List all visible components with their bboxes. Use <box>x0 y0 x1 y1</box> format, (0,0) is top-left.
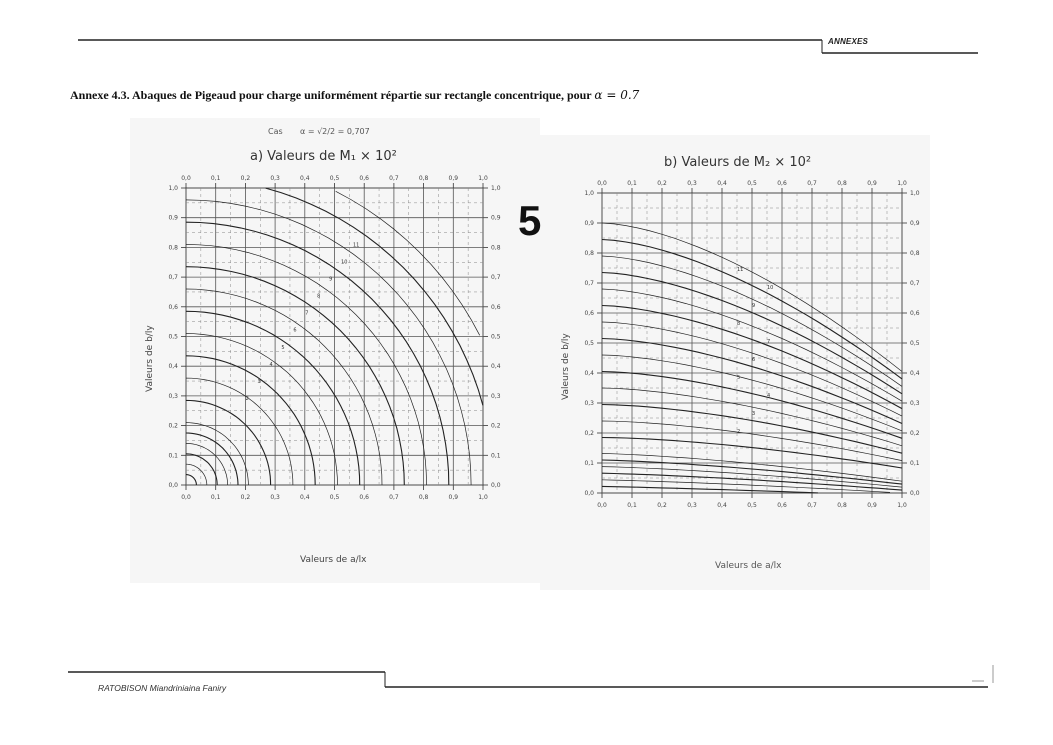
tick-label: 0,0 <box>910 490 920 497</box>
tick-label: 0,3 <box>687 502 697 509</box>
tick-label: 0,7 <box>807 502 817 509</box>
tick-label: 0,4 <box>910 370 920 377</box>
tick-label: 0,6 <box>359 175 369 182</box>
tick-label: 0,6 <box>777 502 787 509</box>
tick-label: 0,1 <box>584 460 594 467</box>
tick-label: 1,0 <box>478 494 488 501</box>
curve-label: 8 <box>737 321 741 327</box>
chart-b-ylabel: Valeurs de b/ly <box>561 333 571 400</box>
tick-label: 0,3 <box>270 494 280 501</box>
tick-label: 0,8 <box>418 175 429 182</box>
tick-label: 1,0 <box>168 185 178 192</box>
tick-label: 0,0 <box>491 482 501 489</box>
tick-label: 0,2 <box>584 430 594 437</box>
tick-label: 0,7 <box>910 280 920 287</box>
tick-label: 0,8 <box>491 244 501 252</box>
tick-label: 0,0 <box>584 490 594 497</box>
tick-label: 0,2 <box>491 422 501 430</box>
tick-label: 0,6 <box>584 310 594 317</box>
tick-label: 0,2 <box>657 180 667 187</box>
tick-label: 0,2 <box>240 175 251 182</box>
tick-label: 0,7 <box>491 274 501 282</box>
chart-a-title: a) Valeurs de M₁ × 10² <box>250 149 397 164</box>
curve-label: 6 <box>293 327 297 334</box>
tick-label: 0,6 <box>168 303 178 311</box>
curve-label: 9 <box>329 276 333 283</box>
curve-label: 11 <box>737 267 744 273</box>
tick-label: 0,2 <box>657 502 667 509</box>
curve-label: 7 <box>767 339 771 345</box>
tick-label: 0,5 <box>747 502 757 509</box>
tick-label: 1,0 <box>897 180 907 187</box>
tick-label: 0,8 <box>418 494 429 501</box>
tick-label: 0,1 <box>627 180 637 187</box>
tick-label: 1,0 <box>910 190 920 197</box>
tick-label: 0,4 <box>168 363 178 371</box>
scan-background-right <box>540 135 930 590</box>
curve-label: 5 <box>281 344 285 351</box>
tick-label: 0,3 <box>687 180 697 187</box>
tick-label: 1,0 <box>478 175 488 182</box>
tick-label: 0,7 <box>584 280 594 287</box>
curve-label: 2 <box>737 429 741 435</box>
caption-math: α = 0.7 <box>594 88 640 102</box>
tick-label: 0,4 <box>584 370 594 377</box>
curve-label: 3 <box>752 411 756 417</box>
tick-label: 0,5 <box>910 340 920 347</box>
tick-label: 0,5 <box>329 494 340 501</box>
curve-label: 4 <box>269 361 273 368</box>
curve-label: 7 <box>305 310 309 317</box>
tick-label: 0,3 <box>910 400 920 407</box>
curve-label: 9 <box>752 303 756 309</box>
tick-label: 1,0 <box>897 502 907 509</box>
tick-label: 0,4 <box>300 494 310 501</box>
tick-label: 0,9 <box>491 214 501 222</box>
tick-label: 0,1 <box>910 460 920 467</box>
curve-label: 5 <box>737 375 741 381</box>
tick-label: 0,7 <box>807 180 817 187</box>
tick-label: 0,5 <box>491 333 501 341</box>
tick-label: 1,0 <box>584 190 594 197</box>
tick-label: 0,1 <box>168 452 178 460</box>
curve-label: 11 <box>352 242 360 249</box>
abacus-number: 5 <box>518 197 542 244</box>
curve-label: 8 <box>317 293 321 300</box>
tick-label: 0,6 <box>359 494 369 501</box>
tick-label: 0,8 <box>584 250 594 257</box>
tick-label: 0,2 <box>910 430 920 437</box>
tick-label: 0,4 <box>491 363 501 371</box>
running-head: ANNEXES <box>828 37 869 46</box>
tick-label: 0,9 <box>910 220 920 227</box>
curve-label: 6 <box>752 357 756 363</box>
tick-label: 0,1 <box>627 502 637 509</box>
tick-label: 0,8 <box>837 502 847 509</box>
tick-label: 0,2 <box>168 422 178 430</box>
tick-label: 0,8 <box>910 250 920 257</box>
tick-label: 0,2 <box>240 494 251 501</box>
tick-label: 0,9 <box>168 214 178 222</box>
footer-author: RATOBISON Miandriniaina Faniry <box>98 683 227 693</box>
tick-label: 0,3 <box>270 175 280 182</box>
tick-label: 0,9 <box>867 502 877 509</box>
curve-label: 10 <box>341 259 348 266</box>
tick-label: 0,6 <box>777 180 787 187</box>
chart-a-xlabel: Valeurs de a/lx <box>300 555 367 565</box>
tick-label: 0,7 <box>389 175 399 182</box>
case-formula: α = √2/2 = 0,707 <box>300 127 370 136</box>
tick-label: 0,3 <box>491 392 501 400</box>
tick-label: 0,5 <box>329 175 340 182</box>
tick-label: 0,0 <box>168 482 178 489</box>
tick-label: 0,8 <box>837 180 847 187</box>
chart-b-xlabel: Valeurs de a/lx <box>715 561 782 571</box>
tick-label: 0,8 <box>168 244 178 252</box>
curve-label: 2 <box>245 395 249 402</box>
tick-label: 0,0 <box>181 494 191 501</box>
tick-label: 0,3 <box>168 392 178 400</box>
tick-label: 0,1 <box>491 452 501 460</box>
tick-label: 0,3 <box>584 400 594 407</box>
tick-label: 0,1 <box>210 175 221 182</box>
tick-label: 1,0 <box>491 185 501 192</box>
curve-label: 10 <box>767 285 774 291</box>
tick-label: 0,0 <box>597 180 607 187</box>
case-label: Cas <box>268 127 283 136</box>
curve-label: 3 <box>257 378 261 385</box>
tick-label: 0,9 <box>867 180 877 187</box>
tick-label: 0,4 <box>717 180 727 187</box>
tick-label: 0,5 <box>584 340 594 347</box>
tick-label: 0,7 <box>389 494 399 501</box>
tick-label: 0,4 <box>300 175 310 182</box>
tick-label: 0,5 <box>168 333 178 341</box>
tick-label: 0,5 <box>747 180 757 187</box>
tick-label: 0,6 <box>910 310 920 317</box>
footer-rule <box>0 665 1053 725</box>
tick-label: 0,0 <box>597 502 607 509</box>
tick-label: 0,1 <box>210 494 221 501</box>
tick-label: 0,9 <box>448 175 459 182</box>
chart-a-ylabel: Valeurs de b/ly <box>145 325 155 392</box>
tick-label: 0,4 <box>717 502 727 509</box>
tick-label: 0,9 <box>448 494 459 501</box>
tick-label: 0,7 <box>168 274 178 282</box>
tick-label: 0,6 <box>491 303 501 311</box>
chart-b-title: b) Valeurs de M₂ × 10² <box>664 155 812 170</box>
curve-label: 4 <box>767 393 771 399</box>
caption-text: Annexe 4.3. Abaques de Pigeaud pour charge uniformément répartie sur rectangle concentrique, pour <box>70 88 592 102</box>
tick-label: 0,0 <box>181 175 191 182</box>
tick-label: 0,9 <box>584 220 594 227</box>
